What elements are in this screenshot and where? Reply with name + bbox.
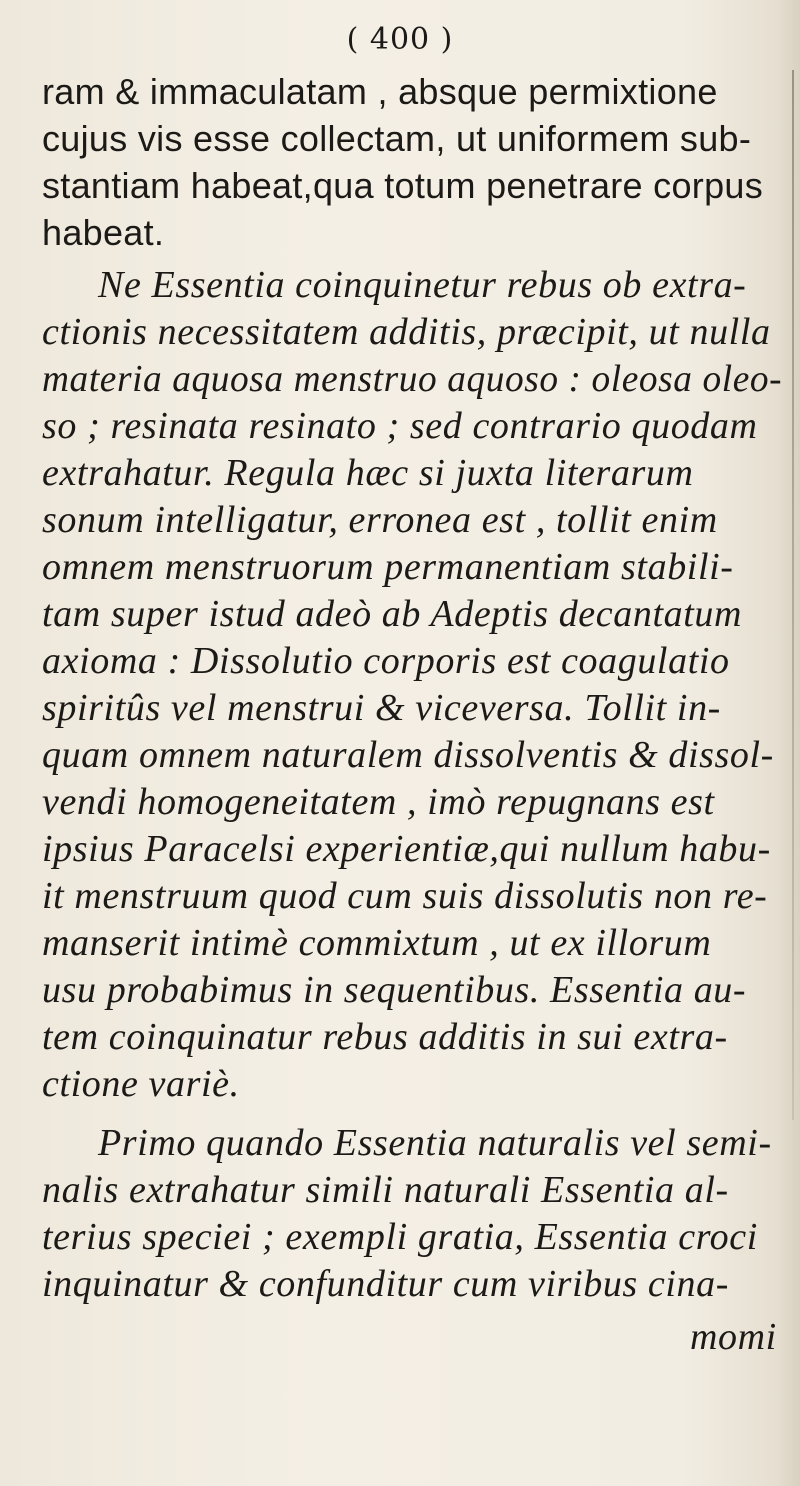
text-line-8: so ; resinata resinato ; sed contrario quodam <box>42 405 758 447</box>
text-line-10: sonum intelligatur, erronea est , tollit enim <box>42 499 718 541</box>
text-line-21: tem coinquinatur rebus additis in sui extra- <box>42 1016 728 1058</box>
text-line-7: materia aquosa menstruo aquoso : oleosa oleo- <box>42 358 783 400</box>
text-line-25: terius speciei ; exempli gratia, Essentia croci <box>42 1216 758 1258</box>
text-line-20: usu probabimus in sequentibus. Essentia au- <box>42 969 747 1011</box>
text-line-3: stantiam habeat,qua totum penetrare corpus <box>42 165 764 206</box>
text-line-9: extrahatur. Regula hæc si juxta literarum <box>42 452 694 494</box>
page-edge-shadow <box>792 70 794 1120</box>
text-line-17: ipsius Paracelsi experientiæ,qui nullum habu- <box>42 828 771 870</box>
text-line-6: ctionis necessitatem additis, præcipit, ut nulla <box>42 311 771 353</box>
text-line-22: ctione variè. <box>42 1063 240 1105</box>
text-line-26: inquinatur & confunditur cum viribus cina- <box>42 1263 729 1305</box>
text-line-18: it menstruum quod cum suis dissolutis non re- <box>42 875 768 917</box>
text-line-5: Ne Essentia coinquinetur rebus ob extra- <box>98 264 747 306</box>
text-line-4: habeat. <box>42 212 165 253</box>
text-line-14: spiritûs vel menstrui & viceversa. Tollit in- <box>42 687 721 729</box>
text-line-1: ram & immaculatam , absque permixtione <box>42 71 718 112</box>
text-line-13: axioma : Dissolutio corporis est coagulatio <box>42 640 730 682</box>
text-line-24: nalis extrahatur simili naturali Essentia al- <box>42 1169 729 1211</box>
text-line-2: cujus vis esse collectam, ut uniformem sub- <box>42 118 752 159</box>
text-line-16: vendi homogeneitatem , imò repugnans est <box>42 781 715 823</box>
catchword: momi <box>690 1316 777 1358</box>
text-line-12: tam super istud adeò ab Adeptis decantatum <box>42 593 742 635</box>
text-line-11: omnem menstruorum permanentiam stabili- <box>42 546 734 588</box>
text-line-19: manserit intimè commixtum , ut ex illorum <box>42 922 712 964</box>
text-line-23: Primo quando Essentia naturalis vel semi- <box>98 1122 772 1164</box>
page-number: ( 400 ) <box>346 22 454 57</box>
text-line-15: quam omnem naturalem dissolventis & dissol- <box>42 734 774 776</box>
